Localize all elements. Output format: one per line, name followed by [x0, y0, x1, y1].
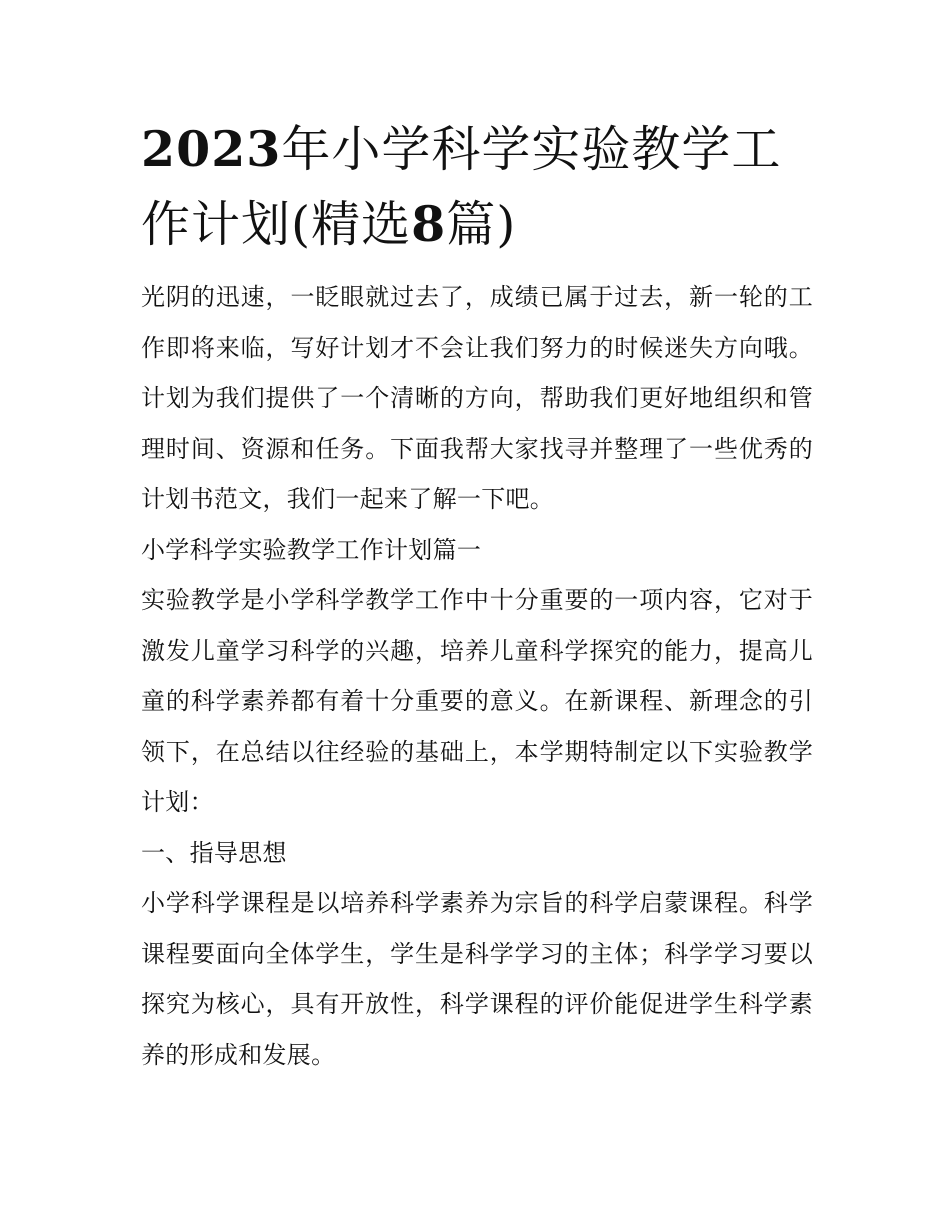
document-body [141, 272, 813, 1080]
section-heading-part-one: 小学科学实验教学工作计划篇一 [141, 535, 482, 564]
document-title: 2023年小学科学实验教学工作计划(精选8篇) [141, 120, 782, 253]
intro-paragraph: 光阴的迅速，一眨眼就过去了，成绩已属于过去，新一轮的工作即将来临，写好计划才不会让我们努力的时候迷失方向哦。计划为我们提供了一个清晰的方向，帮助我们更好地组织和管理时间、资源和任务。下面我帮大家找寻并整理了一些优秀的计划书范文，我们一起来了解一下吧。 [141, 283, 813, 513]
document-page [141, 112, 813, 1080]
section-heading-guiding-thought: 一、指导思想 [141, 838, 287, 867]
part-one-paragraph: 实验教学是小学科学教学工作中十分重要的一项内容，它对于激发儿童学习科学的兴趣，培养儿童科学探究的能力，提高儿童的科学素养都有着十分重要的意义。在新课程、新理念的引领下，在总结以往经验的基础上，本学期特制定以下实验教学计划： [141, 586, 813, 816]
guiding-thought-paragraph: 小学科学课程是以培养科学素养为宗旨的科学启蒙课程。科学课程要面向全体学生，学生是科学学习的主体；科学学习要以探究为核心，具有开放性，科学课程的评价能促进学生科学素养的形成和发展。 [141, 889, 813, 1069]
